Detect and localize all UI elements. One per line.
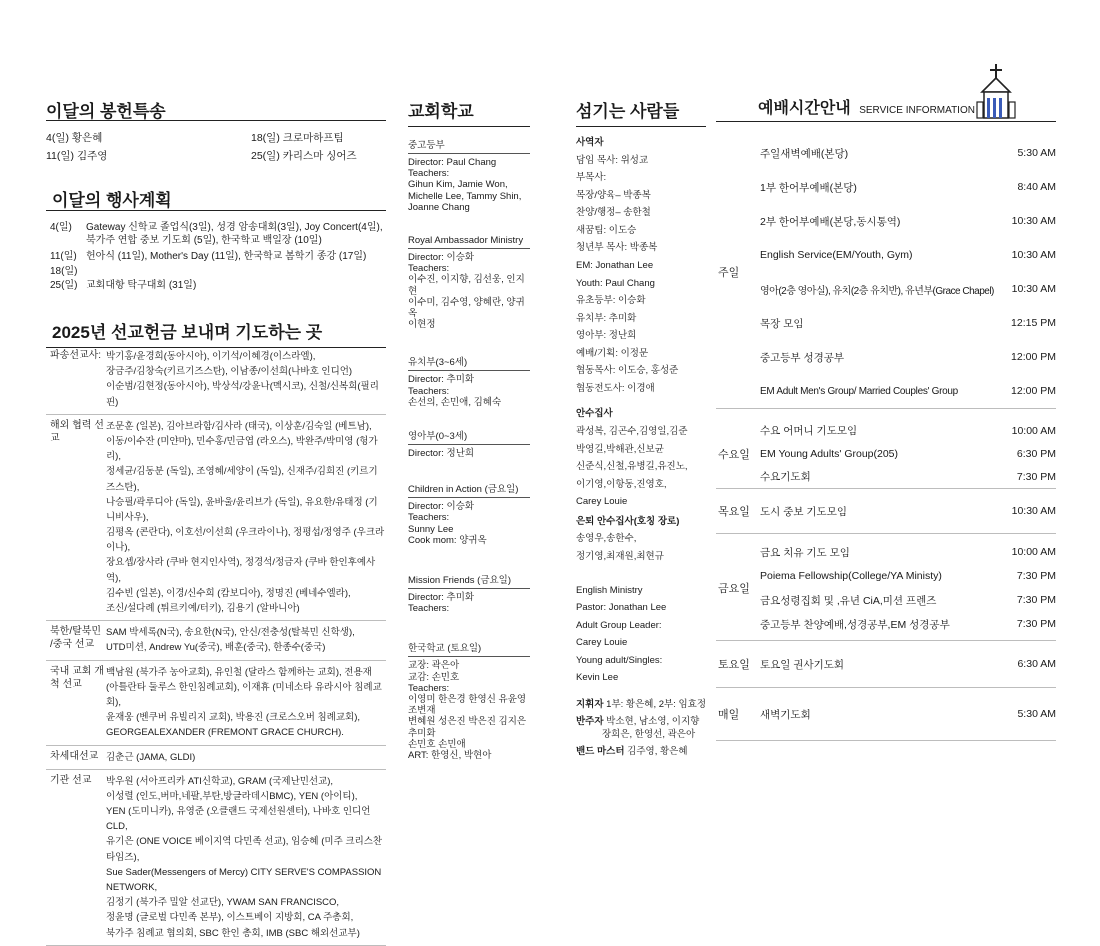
mission-line: 김정기 (북가주 밀알 선교단), YWAM SAN FRANCISCO,: [106, 897, 340, 909]
service-day: 금요일: [718, 583, 750, 595]
school-section-line: Teachers:: [408, 168, 450, 180]
staff-header: 사역자: [576, 137, 604, 148]
event-item: 25(일) 교회대항 탁구대회 (31일): [50, 280, 197, 291]
school-section-line: Teachers:: [408, 263, 450, 275]
service-row: [760, 419, 1056, 442]
offering-item: 4(일) 황은혜: [46, 132, 103, 144]
mission-line: YEN (도미니카), 유영준 (오클랜드 국제선원센터), 나바호 인디언 CLD,: [106, 806, 371, 833]
church-school-title: 교회학교: [408, 97, 530, 127]
service-row: [760, 588, 1056, 612]
servants-list: [576, 134, 716, 758]
deacon-line: 신준식,신철,유병길,유진노,: [576, 461, 688, 473]
mission-label: 차세대선교: [50, 750, 99, 762]
school-section-line: Sunny Lee: [408, 523, 454, 535]
mission-line: 정윤명 (글로벌 다민족 본부), 이스트베이 지방회, CA 주총회,: [106, 912, 354, 924]
em-line: Pastor: Jonathan Lee: [576, 602, 667, 614]
service-day: 목요일: [718, 506, 750, 518]
service-group: [716, 688, 1056, 741]
service-time: 12:00 PM: [1011, 385, 1056, 397]
service-row: [760, 564, 1056, 588]
school-section-line: 이현정: [408, 319, 436, 331]
em-header: English Ministry: [576, 584, 643, 596]
service-name: 금요성령집회 및 ,유년 CiA,미션 프렌즈: [760, 594, 937, 607]
em-line: Adult Group Leader:: [576, 619, 662, 631]
mission-line: 김평옥 (콘란다), 이호선/이선희 (우크라이나), 정평섭/정영주 (우크라이나),: [106, 527, 385, 554]
service-time: 6:30 AM: [1017, 658, 1056, 670]
events-title-rule: [46, 210, 386, 211]
school-section-line: Director: 추미화: [408, 592, 475, 604]
mission-row: [46, 746, 386, 770]
event-item: 18(일): [50, 265, 78, 277]
service-time: 10:30 AM: [1011, 249, 1056, 261]
school-section-line: Director: Paul Chang: [408, 157, 497, 168]
mission-line: 이순범/김현정(동아시아), 박상석/강윤나(멕시코), 신철/신복희(필리핀): [106, 381, 379, 408]
school-section-line: 이영미 한은경 한영신 유윤영 조변재: [408, 694, 527, 717]
offering-item: 18(일) 크로마하프팀: [251, 132, 344, 144]
service-time: 12:00 PM: [1011, 351, 1056, 363]
service-name: 수요 어머니 기도모임: [760, 425, 858, 437]
school-section-line: Director: 정난희: [408, 448, 475, 460]
service-time: 10:00 AM: [1011, 546, 1056, 558]
accompanist-line-2: 장희은, 한영선, 곽은아: [602, 728, 696, 740]
school-section-line: 이수진, 이지향, 김선웅, 인지현: [408, 274, 525, 297]
mission-line: 박우원 (서아프리카 ATI신학교), GRAM (국제난민선교),: [106, 775, 334, 787]
school-section-line: 교장: 곽은아: [408, 660, 460, 672]
mission-row: [46, 415, 386, 621]
mission-line: 이동/이수잔 (미얀마), 민수홍/민금엽 (라오스), 박완주/박미영 (헝가리),: [106, 435, 378, 463]
school-section-header: Mission Friends (금요일): [408, 572, 530, 589]
offering-title: 이달의 봉헌특송: [46, 102, 166, 121]
service-name: 수요기도회: [760, 471, 811, 483]
school-section-line: 변혜원 성은진 박은진 김지은 추미화: [408, 716, 527, 739]
service-row: [760, 465, 1056, 488]
service-name: English Service(EM/Youth, Gym): [760, 249, 913, 261]
service-row: [760, 170, 1056, 204]
mission-row: [46, 345, 386, 415]
mission-line: GEORGEALEXANDER (FREMONT GRACE CHURCH).: [106, 727, 344, 739]
service-rows: [760, 647, 1056, 681]
staff-line: 새꿈팀: 이도승: [576, 224, 637, 236]
mission-label: 해외 협력 선교: [50, 419, 104, 444]
service-name: 1부 한어부예배(본당): [760, 181, 857, 194]
conductor-line: 지휘자 1부: 황은혜, 2부: 임효정: [576, 698, 706, 710]
service-time: 10:30 AM: [1011, 215, 1056, 227]
offering-title-rule: [46, 120, 386, 121]
service-name: 새벽기도회: [760, 708, 811, 721]
service-time: 7:30 PM: [1016, 570, 1056, 582]
mission-body: [106, 774, 386, 941]
church-school-list: [408, 137, 530, 761]
service-row: [760, 540, 1056, 564]
service-row: [760, 647, 1056, 681]
staff-line: 협동전도사: 이경애: [576, 382, 655, 394]
service-name: 2부 한어부예배(본당,동시통역): [760, 215, 901, 228]
deacon-line: 곽성복, 김곤수,김영일,김준: [576, 426, 688, 437]
school-section-header: Royal Ambassador Ministry: [408, 235, 530, 249]
service-group: [716, 641, 1056, 688]
service-name: 도시 중보 기도모임: [760, 505, 847, 518]
mission-label: 파송선교사:: [50, 350, 102, 361]
school-section: [408, 137, 530, 213]
mission-body: [106, 349, 386, 410]
offering-item: 11(일) 김주영: [46, 150, 108, 162]
school-section-header: 중고등부: [408, 137, 530, 154]
service-row: [760, 204, 1056, 238]
mission-row: [46, 661, 386, 746]
deacon-header: 안수집사: [576, 408, 613, 420]
service-time: 7:30 PM: [1016, 470, 1056, 483]
school-section-line: 손선의, 손민애, 김혜숙: [408, 396, 502, 408]
mission-line: 김춘근 (JAMA, GLDI): [106, 751, 196, 763]
service-rows: [760, 419, 1056, 488]
service-row: [760, 136, 1056, 170]
mission-line: 조문훈 (일본), 김아브라함/김사라 (태국), 이상훈/김숙일 (베트남),: [106, 420, 372, 432]
staff-line: EM: Jonathan Lee: [576, 259, 654, 271]
mission-line: SAM 박세록(N국), 송요한(N국), 안신/전충성(탈북민 신학생),: [106, 627, 355, 639]
school-section-line: Director: 이승화: [408, 501, 475, 513]
deacon-line: 박영길,박해관,신보균: [576, 443, 664, 455]
mission-line: Sue Sader(Messengers of Mercy) CITY SERVE'S COMPASSION NETWORK,: [106, 866, 382, 893]
service-name: 중고등부 성경공부: [760, 351, 845, 364]
accompanist-line: 반주자 박소현, 남소영, 이지향: [576, 716, 700, 728]
service-rows: [760, 495, 1056, 527]
school-section-line: 손민호 손민애: [408, 738, 466, 750]
servants-title: 섬기는 사람들: [576, 97, 706, 127]
school-section-line: 이수미, 김수영, 양혜란, 양귀옥: [408, 296, 525, 320]
band-line: 밴드 마스터 김주영, 황은혜: [576, 745, 688, 757]
school-section-header: Children in Action (금요일): [408, 481, 530, 498]
service-name: 목장 모임: [760, 317, 804, 330]
service-row: [760, 694, 1056, 734]
service-row: [760, 306, 1056, 340]
church-icon: [974, 62, 1018, 120]
mission-line: 북가주 침례교 협의회, SBC 한인 총회, IMB (SBC 해외선교부): [106, 927, 360, 939]
service-day: 수요일: [718, 448, 750, 461]
school-section: [408, 354, 530, 408]
service-row: [760, 272, 1056, 306]
staff-line: 목장/양육– 박종복: [576, 189, 651, 201]
service-time: 7:30 PM: [1016, 594, 1056, 606]
school-section-line: Joanne Chang: [408, 201, 470, 213]
staff-line: 유초등부: 이승화: [576, 295, 646, 307]
school-section-line: 교감: 손민호: [408, 671, 460, 683]
school-section-header: 한국학교 (토요일): [408, 640, 530, 657]
mission-line: 윤재웅 (벤쿠버 유빌리지 교회), 박용진 (크로스오버 침례교회),: [106, 712, 361, 724]
school-section-line: Teachers:: [408, 682, 450, 694]
staff-line: 영아부: 정난희: [576, 330, 637, 342]
service-row: [760, 340, 1056, 374]
event-item: 4(일) Gateway 신학교 졸업식(3일), 성경 암송대회(3일), Joy Concert(4일), 북가주 연합 중보 기도회 (5일), 한국학교 백일장 (10일): [50, 222, 383, 246]
service-name: 금요 치유 기도 모임: [760, 546, 850, 559]
service-title-rule: [716, 121, 1056, 122]
mission-table: [46, 345, 386, 946]
service-name: EM Young Adults' Group(205): [760, 447, 899, 460]
mission-line: 장요셉/장사라 (쿠바 현지인사역), 정경석/정금자 (쿠바 한인후예사역),: [106, 557, 376, 584]
staff-line: 담임 목사: 위성교: [576, 154, 649, 166]
school-section-line: Michelle Lee, Tammy Shin,: [408, 190, 522, 202]
mission-body: [106, 750, 195, 765]
service-time: 12:15 PM: [1011, 317, 1056, 329]
service-rows: [760, 540, 1056, 636]
retired-line: 송영우,송한수,: [576, 533, 637, 545]
service-name: Poiema Fellowship(College/YA Ministy): [760, 570, 942, 582]
service-table: [716, 136, 1056, 741]
mission-line: 나승필/곽루디아 (독일), 윤바울/윤리브가 (독일), 유요한/유태정 (기니비사우),: [106, 496, 378, 523]
mission-line: 장금주/김창숙(키르기즈스탄), 이남종/이선희(나바호 인디언): [106, 366, 353, 378]
service-name: 주일새벽예배(본당): [760, 147, 849, 160]
events-title: 이달의 행사계획: [52, 191, 172, 210]
school-section-line: Teachers:: [408, 385, 450, 397]
school-section: [408, 572, 530, 614]
mission-body: [106, 665, 386, 741]
music-team: [576, 699, 716, 758]
service-name: 토요일 권사기도회: [760, 658, 845, 671]
school-section-line: Director: 추미화: [408, 374, 475, 386]
school-section: [408, 235, 530, 330]
em-line: Carey Louie: [576, 637, 628, 649]
mission-line: 이성렬 (인도,버마,네팔,부탄,방글라데시BMC), YEN (아이티),: [106, 790, 358, 802]
school-section-line: Teachers:: [408, 512, 450, 524]
offering-item: 25(일) 카리스마 싱어즈: [251, 150, 357, 162]
staff-line: 부목사:: [576, 172, 607, 184]
service-day: 주일: [718, 267, 740, 279]
service-row: [760, 495, 1056, 527]
service-name: 영아(2층 영아실), 유치(2층 유치반), 유년부(Grace Chapel): [760, 285, 994, 297]
offering-list: [46, 130, 386, 163]
service-group: [716, 534, 1056, 641]
service-row: [760, 374, 1056, 408]
school-section: [408, 640, 530, 761]
school-section-line: Cook mom: 양귀옥: [408, 534, 487, 546]
service-time: 10:30 AM: [1011, 505, 1056, 517]
service-day: 토요일: [718, 659, 750, 671]
mission-body: [106, 419, 386, 616]
mission-row: [46, 770, 386, 946]
mission-line: 김수빈 (일본), 이경/신수희 (캄보디아), 정명진 (베네수엘라),: [106, 587, 351, 599]
service-time: 10:30 AM: [1011, 283, 1056, 295]
em-line: Young adult/Singles:: [576, 654, 663, 666]
mission-line: 정세균/김동분 (독일), 조영혜/세양이 (독일), 신재주/김희진 (키르기즈스탄),: [106, 466, 378, 493]
service-group: [716, 409, 1056, 489]
em-line: Kevin Lee: [576, 672, 619, 684]
mission-title: 2025년 선교헌금 보내며 기도하는 곳: [46, 318, 386, 348]
service-subtitle: SERVICE INFORMATION: [859, 105, 975, 116]
mission-label: 기관 선교: [50, 774, 92, 786]
event-item: 11(일) 헌아식 (11일), Mother's Day (11일), 한국학교 봄학기 종강 (17일): [50, 251, 367, 262]
service-title-wrap: [758, 95, 975, 118]
deacon-line: Carey Louie: [576, 496, 628, 508]
service-time: 7:30 PM: [1016, 618, 1056, 630]
retired-line: 정기영,최재원,최현규: [576, 550, 664, 562]
mission-line: 박기홍/윤경희(동아시아), 이기석/이혜경(이스라엘),: [106, 351, 316, 362]
service-time: 5:30 AM: [1017, 708, 1056, 720]
staff-line: 예배/기획: 이정문: [576, 347, 649, 359]
staff-line: Youth: Paul Chang: [576, 277, 655, 289]
school-section-line: Teachers:: [408, 603, 450, 615]
school-section: [408, 481, 530, 546]
service-name: 중고등부 찬양예배,성경공부,EM 성경공부: [760, 618, 950, 631]
service-row: [760, 612, 1056, 636]
service-title: 예배시간안내: [758, 100, 851, 117]
service-time: 8:40 AM: [1017, 181, 1056, 193]
events-list: [50, 222, 386, 295]
mission-label: 북한/탈북민 /중국 선교: [50, 626, 102, 651]
service-rows: [760, 136, 1056, 408]
service-row: [760, 238, 1056, 272]
staff-line: 청년부 목사: 박종복: [576, 242, 658, 254]
school-section-line: ART: 한영신, 박현아: [408, 750, 492, 762]
mission-line: (아틀란타 둘루스 한인침례교회), 이재휴 (미네소타 유라시아 침례교회),: [106, 681, 382, 708]
deacon-line: 이기영,이항동,진영호,: [576, 478, 667, 490]
service-time: 6:30 PM: [1016, 447, 1056, 460]
service-row: [760, 442, 1056, 465]
mission-body: [106, 625, 355, 655]
school-section: [408, 428, 530, 459]
school-section-header: 유치부(3~6세): [408, 354, 530, 371]
staff-line: 협동목사: 이도승, 홍성준: [576, 365, 679, 377]
school-section-line: Gihun Kim, Jamie Won,: [408, 179, 508, 191]
mission-line: 백남원 (북가주 농아교회), 유인철 (달라스 함께하는 교회), 전용재: [106, 666, 372, 678]
mission-row: [46, 621, 386, 660]
mission-line: UTD미션, Andrew Yu(중국), 배훈(중국), 한종수(중국): [106, 642, 326, 654]
service-time: 5:30 AM: [1017, 147, 1056, 159]
service-group: [716, 136, 1056, 409]
service-time: 10:00 AM: [1011, 424, 1056, 437]
school-section-header: 영아부(0~3세): [408, 428, 530, 445]
staff-line: 유치부: 추미화: [576, 312, 637, 324]
mission-line: 유기은 (ONE VOICE 베이지역 다민족 선교), 임승혜 (미주 크리스찬 타임즈),: [106, 836, 383, 863]
service-rows: [760, 694, 1056, 734]
staff-line: 찬양/행정– 송한철: [576, 207, 651, 219]
retired-header: 은퇴 안수집사(호칭 장로): [576, 515, 680, 527]
service-name: EM Adult Men's Group/ Married Couples' Group: [760, 385, 958, 397]
school-section-line: Director: 이승화: [408, 252, 475, 264]
mission-line: 조신/설다례 (튀르키예/터키), 김용기 (알바니아): [106, 603, 300, 614]
service-day: 매일: [718, 709, 740, 721]
service-group: [716, 489, 1056, 534]
mission-label: 국내 교회 개척 선교: [50, 665, 104, 690]
